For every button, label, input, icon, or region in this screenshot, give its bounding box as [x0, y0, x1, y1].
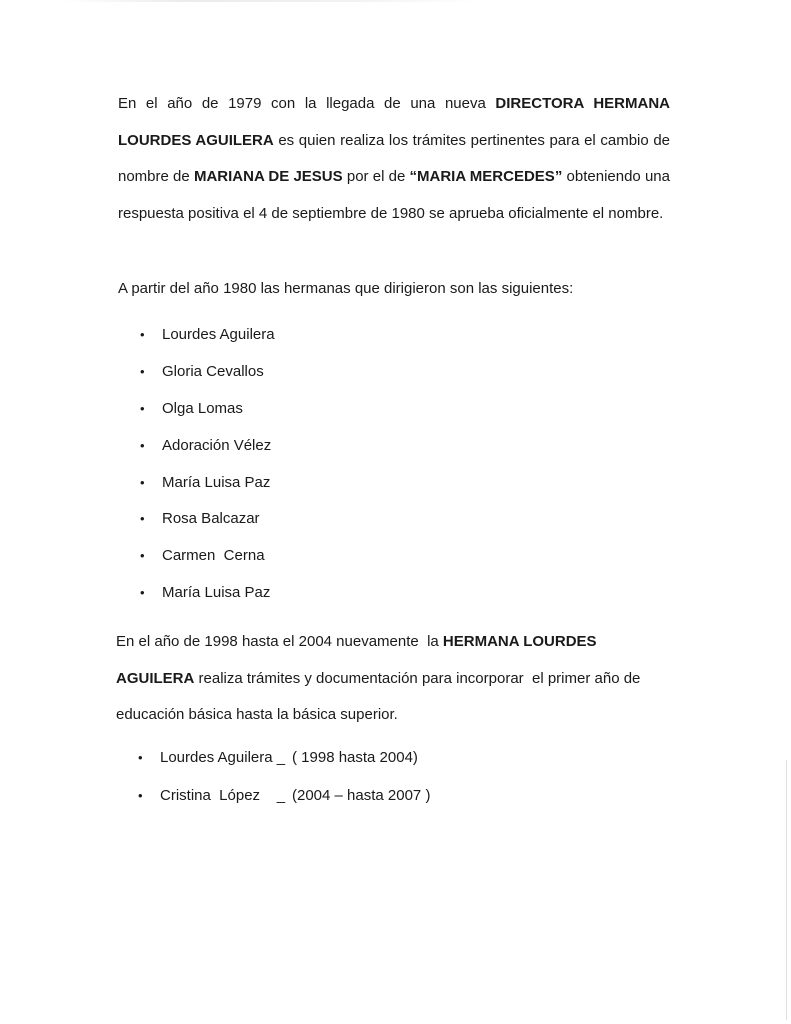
scan-artifact-top: [60, 0, 480, 2]
scan-artifact-right: [786, 760, 787, 1020]
director-name: Lourdes Aguilera: [162, 326, 275, 343]
paragraph-history-1979: [118, 86, 670, 232]
list-item: [140, 435, 275, 472]
p3-text-2: realiza trámites y documentación para incorporar el primer año de educación básica hasta la básica superior.: [116, 669, 645, 723]
bullet-icon: •: [140, 474, 145, 490]
list-item: [138, 785, 430, 823]
bullet-icon: •: [140, 400, 145, 416]
list-item: [140, 582, 275, 619]
list-item: [140, 324, 275, 361]
bullet-icon: •: [140, 585, 145, 601]
bullet-icon: •: [140, 437, 145, 453]
director-name: María Luisa Paz: [162, 584, 271, 602]
list-item: [138, 747, 430, 785]
director-name: Rosa Balcazar: [162, 510, 260, 528]
director-name: Cristina López _: [160, 787, 286, 804]
bullet-icon: •: [138, 788, 143, 803]
director-name: Adoración Vélez: [162, 436, 272, 454]
paragraph-directors-intro: A partir del año 1980 las hermanas que dirigieron son las siguientes:: [118, 280, 574, 297]
director-period: (2004 – hasta 2007 ): [292, 787, 431, 804]
director-name: Olga Lomas: [162, 399, 243, 417]
list-item: [140, 472, 275, 509]
bullet-icon: •: [140, 363, 145, 379]
paragraph-history-1998: [116, 624, 676, 734]
bullet-icon: •: [138, 750, 143, 765]
p1-bold-mariana: MARIANA DE JESUS: [193, 168, 343, 185]
list-item: [140, 361, 275, 398]
bullet-icon: •: [140, 511, 145, 527]
director-period: ( 1998 hasta 2004): [292, 749, 418, 766]
directors-list: [140, 324, 275, 619]
p1-text-4: obteniendo una respuesta positiva el 4 de septiembre de 1980 se aprueba oficialmente el nombre.: [118, 168, 670, 222]
bullet-icon: •: [140, 548, 145, 564]
bullet-icon: •: [140, 327, 145, 342]
director-name: María Luisa Paz: [162, 473, 271, 491]
list-item: [140, 398, 275, 435]
p1-text-2: es quien realiza los trámites pertinentes para el cambio de nombre de: [118, 131, 671, 185]
p1-text-1: En el año de 1979 con la llegada de una nueva: [118, 95, 496, 112]
period-list: [138, 747, 430, 823]
director-name: Lourdes Aguilera _: [160, 749, 286, 766]
director-name: Carmen Cerna: [162, 547, 265, 565]
p1-bold-directora: DIRECTORA HERMANA LOURDES AGUILERA: [118, 95, 670, 149]
p1-bold-maria-mercedes: “MARIA MERCEDES”: [409, 168, 563, 185]
list-item: [140, 508, 275, 545]
director-name: Gloria Cevallos: [162, 362, 264, 380]
p3-text-1: En el año de 1998 hasta el 2004 nuevamente la: [116, 633, 443, 650]
p3-bold-hermana: HERMANA LOURDES AGUILERA: [116, 633, 597, 687]
list-item: [140, 545, 275, 582]
p1-text-3: por el de: [342, 168, 410, 185]
